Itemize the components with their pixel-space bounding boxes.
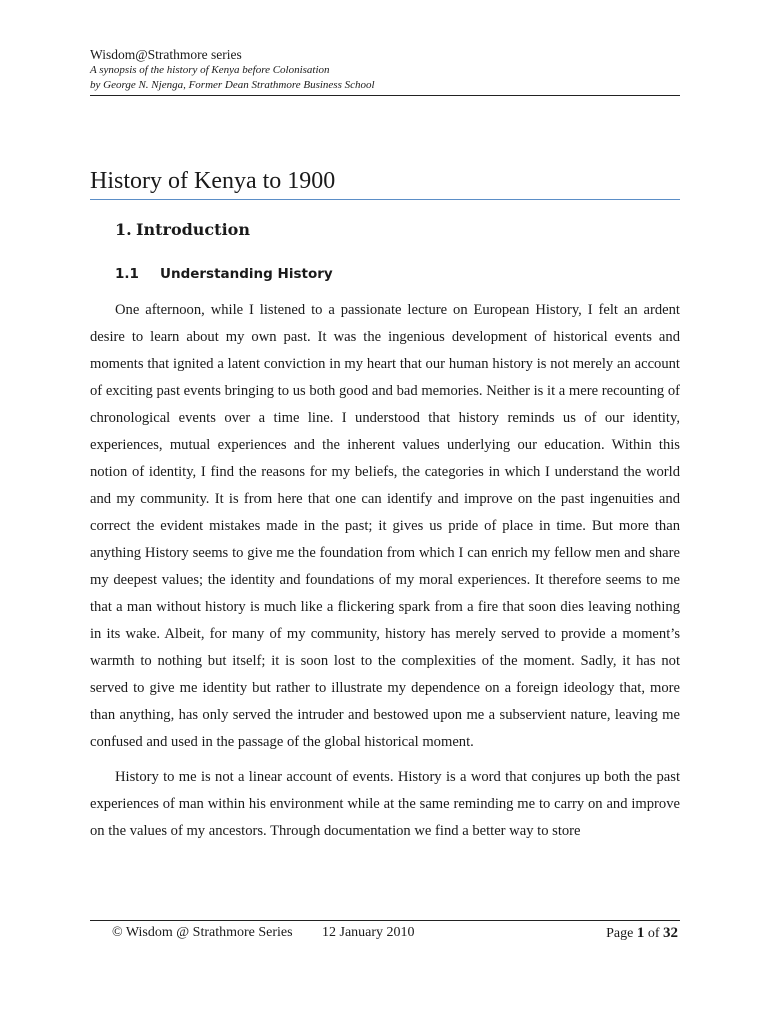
subsection-heading [115, 264, 333, 284]
paragraph: History to me is not a linear account of events. History is a word that conjures up both the past experiences of man within his environment while at the same reminding me to carry on and improve on the values of my ancestors. Through documentation we find a better way to store [90, 769, 680, 839]
subsection-label: Understanding History [160, 266, 333, 282]
page-word: Page [606, 926, 634, 941]
page-current: 1 [636, 925, 645, 941]
section-label: Introduction [136, 220, 250, 239]
section-heading [115, 219, 250, 241]
series-name: Wisdom@Strathmore series [90, 47, 242, 62]
footer-date: 12 January 2010 [322, 925, 415, 940]
page-footer [90, 922, 680, 944]
author-line: by George N. Njenga, Former Dean Strathmore Business School [90, 79, 375, 91]
body-text [90, 297, 680, 853]
footer-copyright: © Wisdom @ Strathmore Series [112, 925, 293, 940]
synopsis-line: A synopsis of the history of Kenya before Colonisation [90, 64, 330, 76]
subsection-number: 1.1 [115, 266, 139, 282]
section-number: 1. [115, 220, 132, 239]
page-total: 32 [663, 925, 678, 941]
document-title: History of Kenya to 1900 [90, 168, 336, 194]
title-divider [90, 199, 680, 200]
header-divider [90, 95, 680, 96]
paragraph: One afternoon, while I listened to a passionate lecture on European History, I felt an ardent desire to learn about my own past. It was the ingenious development of historical events and moments that ignited a latent conviction in my heart that our human history is not merely an account of exciting past events bringing to us both good and bad memories. Neither is it a mere recounting of chronological events over a time line. I understood that history reminds us of our identity, experiences, mutual experiences and the inherent values underlying our education. Within this notion of identity, I find the reasons for my beliefs, the categories in which I understand the world and my community. It is from here that one can identify and improve on the past ingenuities and correct the evident mistakes made in the past; it gives us pride of place in time. But more than anything History seems to give me the foundation from which I can enrich my fellow men and share my deepest values; the identity and foundations of my moral experiences. It therefore seems to me that a man without history is much like a flickering spark from a fire that soon dies leaving nothing in its wake. Albeit, for many of my community, history has merely served to provide a moment’s warmth to nothing but itself; it is soon lost to the complexities of the moment. Sadly, it has not served to give me identity but rather to illustrate my dependence on a foreign ideology that, more than anything, has only served the intruder and bestowed upon me a subservient nature, leaving me confused and used in the passage of the global historical moment. [90, 302, 680, 750]
page-number [606, 922, 678, 945]
page-header [90, 46, 680, 93]
footer-divider [90, 920, 680, 921]
of-word: of [647, 926, 660, 941]
